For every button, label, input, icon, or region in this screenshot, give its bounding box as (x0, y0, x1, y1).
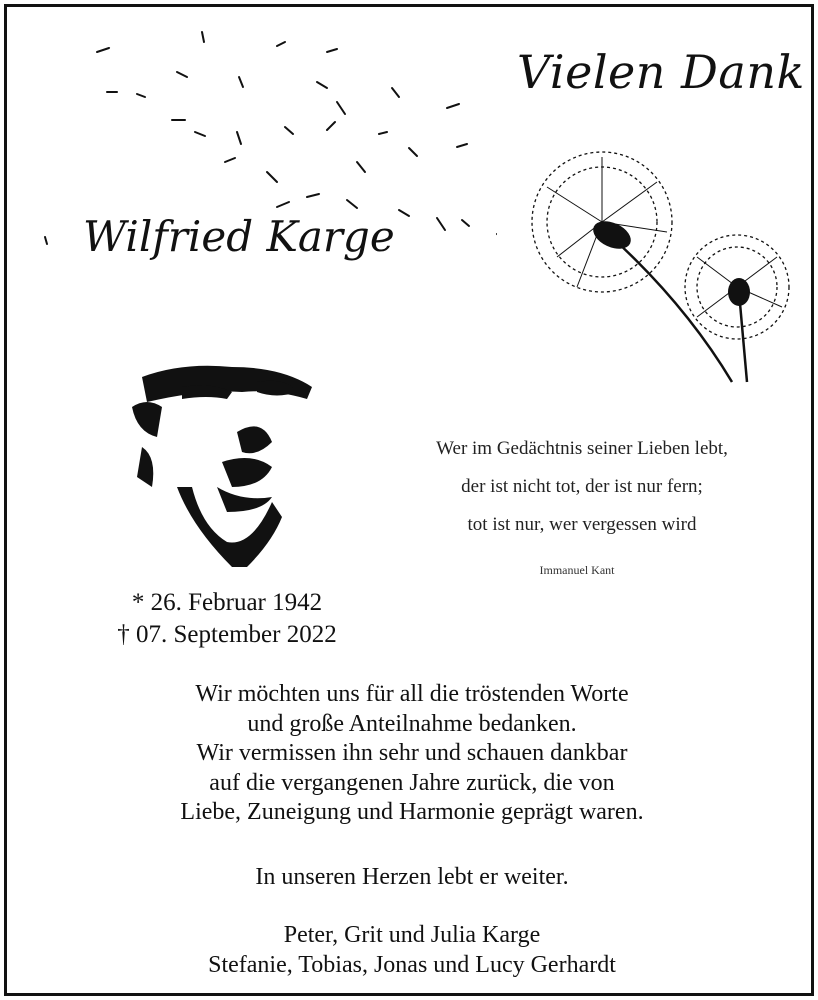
portrait-photo (122, 337, 312, 577)
obituary-notice (4, 4, 814, 996)
message-line: Wir möchten uns für all die tröstenden Worte (195, 681, 629, 707)
message-line: auf die vergangenen Jahre zurück, die von (209, 769, 615, 796)
dandelion-icon (517, 147, 797, 387)
family-signatures (67, 920, 757, 980)
signature-line: Stefanie, Tobias, Jonas und Lucy Gerhardt (208, 952, 616, 978)
quote-line: der ist nicht tot, der ist nur fern; (461, 476, 703, 497)
signature-line: Peter, Grit und Julia Karge (283, 922, 541, 948)
deceased-name: Wilfried Karge (83, 212, 395, 261)
memorial-quote (367, 430, 797, 544)
quote-line: tot ist nur, wer vergessen wird (467, 514, 697, 535)
quote-line: Wer im Gedächtnis seiner Lieben lebt, (436, 438, 728, 459)
message-line: und große Anteilnahme bedanken. (247, 710, 577, 737)
closing-line: In unseren Herzen lebt er weiter. (255, 864, 569, 890)
thank-you-message (67, 680, 757, 828)
birth-date: * 26. Februar 1942 (131, 589, 323, 616)
death-date: † 07. September 2022 (117, 621, 337, 648)
life-dates (67, 587, 387, 651)
message-line: Liebe, Zuneigung und Harmonie geprägt waren. (180, 799, 644, 825)
quote-author: Immanuel Kant (539, 563, 615, 577)
message-line: Wir vermissen ihn sehr und schauen dankbar (196, 740, 628, 766)
heading-thanks: Vielen Dank (517, 45, 805, 99)
